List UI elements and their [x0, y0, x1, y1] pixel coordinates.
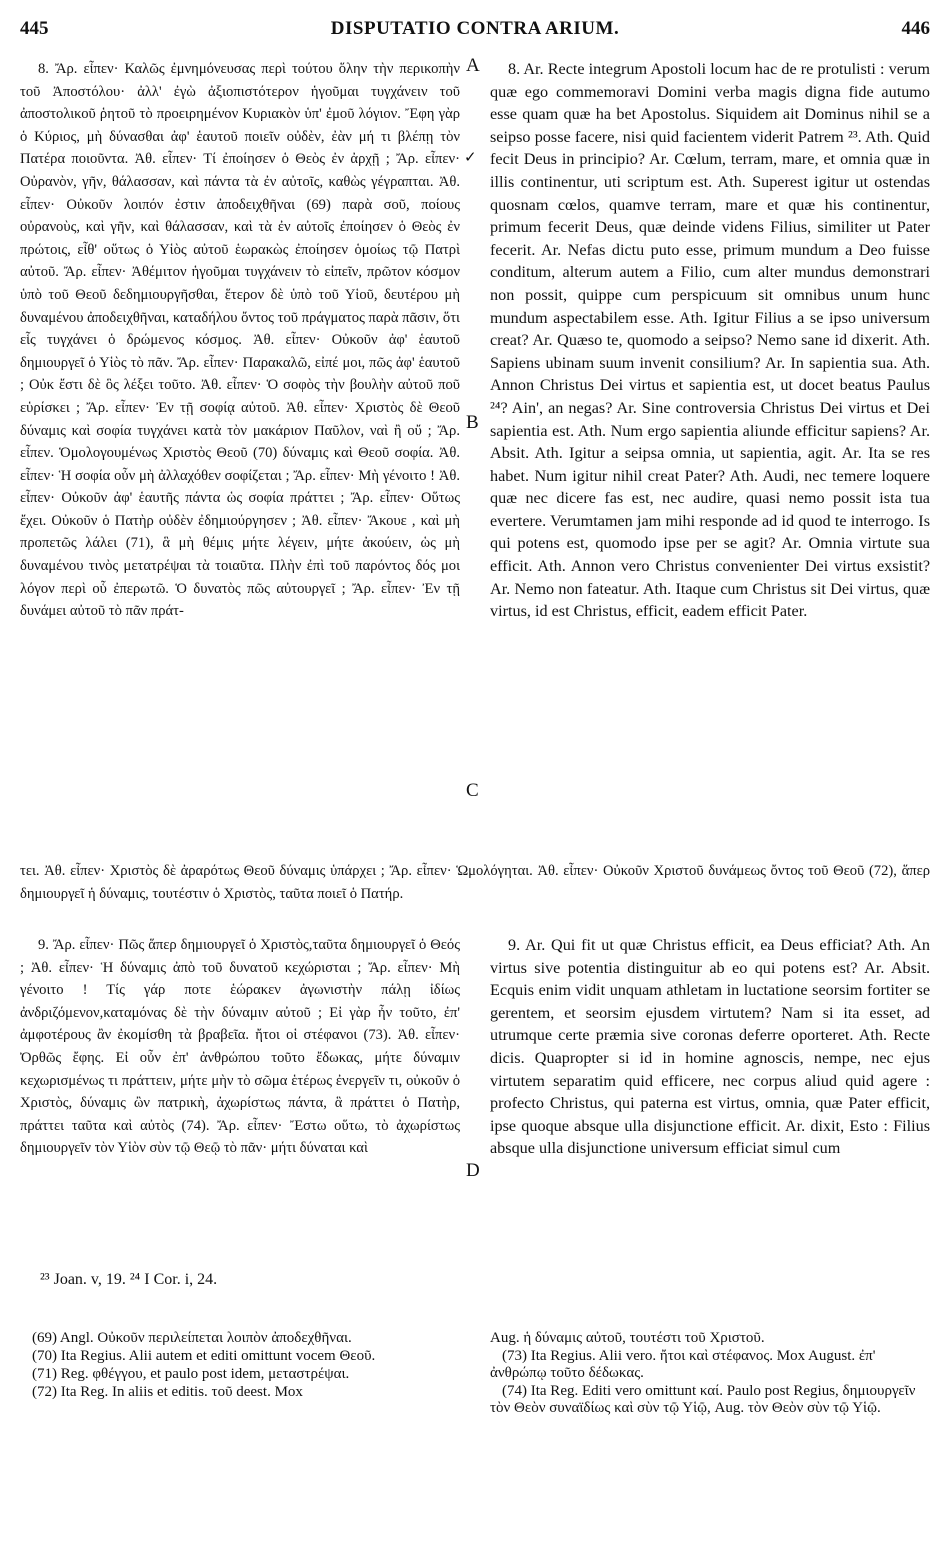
margin-tick-mark: ✓ [464, 150, 477, 166]
greek-column-top [20, 58, 460, 623]
latin-section-9: 9. Ar. Qui fit ut quæ Christus efficit, ea Deus efficiat? Ath. An virtus sive potentia distinguitur ab eo qui potens est? Ar. Absit. Ecquis enim vidit unquam athletam in luctatione seorsim fortiter se gerentem, et seorsim ejusdem virtutem? Nam si ita esset, ad utrumque certe præmia sive coronas deferre oporteret. Ath. Recte dicis. Quapropter si id in homine agnoscis, nempe, nec ejus virtutem separatim quid efficere, nec corpus aliud quid agere : profecto Christus, qui paterna est virtus, omnia, quæ Pater efficit, ipse quoque absque ulla disjunctione efficit. Ar. dixit, Esto : Filius absque ulla disjunctione universum efficiat simul cum [490, 936, 930, 1158]
latin-column-top [490, 58, 930, 623]
footnote-71: (71) Reg. φθέγγου, et paulo post idem, μεταστρέψαι. [32, 1366, 350, 1382]
footnotes-left [20, 1330, 460, 1402]
footnote-72-cont: Aug. ἡ δύναμις αὐτοῦ, τουτέστι τοῦ Χριστοῦ. [490, 1330, 765, 1346]
footnote-72: (72) Ita Reg. In aliis et editis. τοῦ deest. Mox [32, 1384, 303, 1400]
scripture-references: ²³ Joan. v, 19. ²⁴ I Cor. i, 24. [40, 1271, 218, 1288]
greek-section-8: 8. Ἄρ. εἶπεν· Καλῶς ἐμνημόνευσας περὶ τούτου ὅλην τὴν περικοπὴν τοῦ Ἀποστόλου· ἀλλ' ἐγὼ ἀξιοπιστότερον ἡγοῦμαι τυγχάνειν τοῦ ἀποστολικοῦ ῥητοῦ τὸ προειρημένον Κυριακὸν ὑπ' ἐμοῦ λόγιον. Ἔφη γὰρ ὁ Κύριος, μὴ δύνασθαι ἀφ' ἑαυτοῦ ποιεῖν οὐδὲν, ἐὰν μή τι βλέπῃ τὸν Πατέρα ποιοῦντα. Ἀθ. εἶπεν· Τί ἐποίησεν ὁ Θεὸς ἐν ἀρχῇ ; Ἄρ. εἶπεν· Οὐρανὸν, γῆν, θάλασσαν, καὶ πάντα τὰ ἐν αὐτοῖς, καθὼς γέγραπται. Ἀθ. εἶπεν· Οὐκοῦν λοιπόν ἐστιν ἀποδειχθῆναι (69) παρὰ σοῦ, ποίους οὐρανοὺς, καὶ γῆν, καὶ θάλασσαν, καὶ τὰ ἐν αὐτοῖς ἐποίησεν ὁ Θεὸς ἐν πρώτοις, εἶθ' οὕτως ὁ Υἱὸς αὐτοῦ ἑωρακὼς ἐποίησεν ὁμοίως τῷ Πατρὶ αὐτοῦ. Ἄρ. εἶπεν· Ἀθέμιτον ἡγοῦμαι τυγχάνειν τὸ εἰπεῖν, πρῶτον κόσμον ὑπὸ τοῦ Θεοῦ δεδημιουργῆσθαι, ἕτερον δὲ ὑπὸ τοῦ Υἱοῦ, δευτέρου μὴ δυναμένου ἀποδειχθῆναι, καταδήλου ὄντος τοῦ πράγματος παρὰ πᾶσιν, ὅτι εἷς τυγχάνει ὁ δρώμενος κόσμος. Ἀθ. εἶπεν· Οὐκοῦν ἀφ' ἑαυτοῦ δημιουργεῖ ὁ Υἱὸς τὸ πᾶν. Ἄρ. εἶπεν· Παρακαλῶ, εἰπέ μοι, πῶς ἀφ' ἑαυτοῦ ; Οὐκ ἔστι δὲ ὃς λέξει τοῦτο. Ἀθ. εἶπεν· Ὁ σοφὸς τὴν βουλὴν αὐτοῦ ποῦ εὑρίσκει ; Ἄρ. εἶπεν· Ἐν τῇ σοφίᾳ αὐτοῦ. Ἀθ. εἶπεν· Χριστὸς δὲ Θεοῦ δύναμις καὶ σοφία τυγχάνει κατὰ τὸν μακάριον Παῦλον, ναὶ ἢ οὔ ; Ἄρ. εἶπεν. Ὁμολογουμένως Χριστὸς Θεοῦ (70) δύναμις καὶ Θεοῦ σοφία. Ἀθ. εἶπεν· Ἡ σοφία οὖν μὴ ἀλλαχόθεν σοφίζεται ; Ἄρ. εἶπεν· Μὴ γένοιτο ! Ἀθ. εἶπεν· Οὐκοῦν ἀφ' ἑαυτῆς πάντα ὡς σοφία πράττει ; Ἄρ. εἶπεν· Οὕτως ἔχει. Οὐκοῦν ὁ Πατὴρ οὐδὲν ἐδημιούργησεν ; Ἀθ. εἶπεν· Ἄκουε , καὶ μὴ προπετῶς λάλει (71), ἃ μὴ θέμις μήτε λέγειν, μήτε ἀκούειν, ὡς μὴ δυναμένου τινὸς μετατρέψαι τὰ τοιαῦτα. Πλὴν ἐπὶ τοῦ παρόντος δός μοι λόγον περὶ οὗ ἐπερωτῶ. Ὁ δυνατὸς πῶς αὐτουργεῖ ; Ἄρ. εἶπεν· Ἐν τῇ δυνάμει αὐτοῦ τὸ πᾶν πράτ- [20, 61, 460, 620]
footnote-73: (73) Ita Regius. Alii vero. ἤτοι καὶ στέφανος. Mox August. ἐπ' ἀνθρώπῳ τοῦτο δέδωκας. [490, 1348, 876, 1381]
full-width-text: τει. Ἀθ. εἶπεν· Χριστὸς δὲ ἀραρότως Θεοῦ δύναμις ὑπάρχει ; Ἄρ. εἶπεν· Ὡμολόγηται. Ἀθ. εἶπεν· Οὐκοῦν Χριστοῦ δυνάμεως ὄντος τοῦ Θεοῦ (72), ἅπερ δημιουργεῖ ἡ δύναμις, τουτέστιν ὁ Χριστὸς, ταῦτα ποιεῖ ὁ Πατήρ. [20, 863, 930, 902]
greek-section-9: 9. Ἄρ. εἶπεν· Πῶς ἅπερ δημιουργεῖ ὁ Χριστὸς,ταῦτα δημιουργεῖ ὁ Θεός ; Ἀθ. εἶπεν· Ἡ δύναμις ἀπὸ τοῦ δυνατοῦ κεχώρισται ; Ἄρ. εἶπεν· Μὴ γένοιτο ! Τίς γάρ ποτε ἑώρακεν ἀγωνιστὴν πάλῃ ἰδίως ἀνδριζόμενον,καταμόνας δὲ τὴν δύναμιν αὐτοῦ ; Εἰ γὰρ ἦν τοῦτο, ἐπ' ἀμφοτέρους ἂν ἐκομίσθη τὰ βραβεῖα. ἤτοι οἱ στέφανοι (73). Ἀθ. εἶπεν· Ὀρθῶς ἔφης. Εἰ οὖν ἐπ' ἀνθρώπου τοῦτο ἔδωκας, μήτε δύναμιν κεχωρισμένως τι πράττειν, μήτε μὴν τὸ σῶμα ἑτέρως ἐνεργεῖν τι, οὐκοῦν ὁ Χριστὸς, δύναμις ὢν πατρικὴ, ἀχωρίστως πάντα, ἃ πράττει ὁ Πατὴρ, πράττει ταῦτα καὶ αὐτὸς (74). Ἄρ. εἶπεν· Ἔστω οὕτω, τὸ ἀχωρίστως δημιουργεῖν τὸν Υἱὸν σὺν τῷ Θεῷ τὸ πᾶν· μήτι δύναται καὶ [20, 937, 460, 1157]
full-width-line [20, 860, 930, 905]
margin-letter-b: B [466, 412, 479, 433]
running-header [20, 18, 930, 46]
footnote-74: (74) Ita Reg. Editi vero omittunt καί. Paulo post Regius, δημιουργεῖν τὸν Θεὸν συναϊδίως καὶ σὺν τῷ Υἱῷ, Aug. τὸν Θεὸν σὺν τῷ Υἱῷ. [490, 1383, 916, 1416]
footnote-70: (70) Ita Regius. Alii autem et editi omittunt vocem Θεοῦ. [32, 1348, 376, 1364]
footnotes-right [490, 1330, 930, 1418]
margin-letter-a: A [466, 55, 480, 76]
latin-section-8: 8. Ar. Recte integrum Apostoli locum hac de re protulisti : verum quæ ego commemoravi Domini verba magis digna fide autumo esse quam quæ ha bet Apostolus. Siquidem ait Dominus nihil se a seipso posse facere, nisi quid facientem viderit Patrem ²³. Ath. Quid fecit Deus in principio? Ar. Cœlum, terram, mare, et omnia quæ in illis continentur, uti scriptum est. Ath. Superest igitur ut ostendas quosnam cœlos, quamve terram, mare et quæ his continentur, primum fecerit Deus, quæ deinde videns Filius, similiter ut Pater fecerit. Ar. Nefas dictu puto esse, primum mundum a Deo fuisse conditum, alterum autem a Filio, cum alter mundus demonstrari non possit, quippe cum perspicuum sit omnibus unum hunc mundum aspectabilem esse. Ath. Igitur Filius a se ipso universum creat? Ar. Quæso te, quomodo a seipso? Nemo sane id dixerit. Ath. Sapiens ubinam suum invenit consilium? Ar. In sapientia sua. Ath. Annon Christus Dei virtus et sapientia est, ut docet beatus Paulus ²⁴? Ain', an negas? Ar. Sine controversia Christus Dei virtus et Dei sapientia est. Ath. Num ergo sapientia aliunde efficitur sapiens? Ar. Absit. Ath. Igitur a seipsa omnia, ut sapientia, agit. Ar. Ita se res habet. Num igitur nihil creat Pater? Ath. Audi, nec temere loquere quæ nec dicere fas est, nec audire, quasi nemo possit ista tua evertere. Verumtamen jam mihi responde ad id quod te interrogo. Is qui potens est, quomodo ipse per se agit? Ar. Omnia virtute sua efficit. Ath. Annon vero Christus convenienter Dei virtus exsistit? Ar. Nemo non fateatur. Ath. Itaque cum Christus sit Dei virtus, quæ virtus, id est Christus, efficit, eadem efficit Pater. [490, 60, 930, 621]
latin-column-bottom [490, 934, 930, 1160]
margin-letter-d: D [466, 1160, 480, 1181]
right-page-number: 446 [901, 18, 930, 39]
left-page-number: 445 [20, 18, 49, 39]
running-title: DISPUTATIO CONTRA ARIUM. [330, 18, 620, 39]
greek-column-bottom [20, 934, 460, 1160]
footnote-69: (69) Angl. Οὐκοῦν περιλείπεται λοιπὸν ἀποδεχθῆναι. [32, 1330, 352, 1346]
margin-letter-c: C [466, 780, 479, 801]
